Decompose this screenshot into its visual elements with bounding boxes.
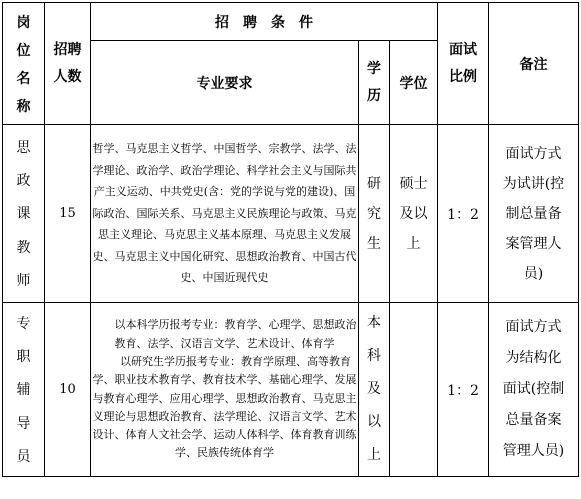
header-position — [3, 3, 45, 125]
header-degree: 学位 — [390, 41, 438, 125]
row1-education-char: 研 — [367, 175, 381, 192]
row2-position-char: 员 — [16, 448, 31, 465]
row2-position-char: 专 — [16, 316, 31, 333]
header-count — [45, 3, 91, 125]
row2-ratio: 1：2 — [438, 303, 489, 477]
row2-position-char: 导 — [16, 415, 31, 432]
row1-degree-line: 硕士 — [399, 175, 428, 192]
header-position-char: 岗 — [16, 15, 31, 31]
header-position-char: 称 — [16, 99, 31, 115]
row1-remark-line: 案管理人 — [505, 235, 562, 252]
table-row — [3, 303, 579, 477]
row1-remark-line: 制总量备 — [505, 205, 562, 222]
header-count-line: 人数 — [53, 68, 82, 85]
row1-degree-line: 及以 — [399, 205, 428, 222]
header-conditions-label: 招聘条件 — [215, 14, 327, 31]
row1-position-char: 思 — [16, 140, 31, 157]
header-position-char: 位 — [16, 43, 31, 59]
row1-education — [359, 125, 390, 303]
header-conditions — [91, 3, 438, 41]
row1-count: 15 — [45, 125, 91, 303]
row2-education-char: 以 — [367, 414, 381, 430]
header-position-char: 名 — [16, 71, 31, 87]
row1-position-char: 教 — [16, 239, 31, 256]
header-education-char: 学 — [367, 60, 381, 77]
row2-position-char: 辅 — [16, 382, 31, 399]
row2-degree — [390, 303, 438, 477]
header-count-line: 招聘 — [53, 41, 82, 58]
row2-remark-line: 面试方式 — [505, 319, 562, 335]
row1-position-char: 师 — [16, 272, 31, 289]
row2-education-char: 科 — [367, 348, 381, 364]
row1-remark-line: 为试讲(控 — [502, 175, 565, 192]
header-remark: 备注 — [489, 3, 579, 125]
row1-degree-line: 上 — [406, 235, 421, 252]
row1-position — [3, 125, 45, 303]
header-ratio-line: 面试 — [449, 41, 478, 58]
row1-major: 哲学、马克思主义哲学、中国哲学、宗教学、法学、法学理论、政治学、政治学理论、科学社会主义与国际共产主义运动、中共党史(含：党的学说与党的建设)、国际政治、国际关系、马克思主义民族理论与政策、马克思主义理论、马克思主义基本原理、马克思主义发展史、马克思主义中国化研究、思想政治教育、中国古代史、中国近现代史 — [91, 125, 359, 303]
row2-education-char: 上 — [367, 447, 381, 463]
row2-education — [359, 303, 390, 477]
row2-count: 10 — [45, 303, 91, 477]
recruitment-table — [2, 2, 579, 477]
row1-education-char: 生 — [367, 235, 381, 252]
row2-education-char: 本 — [367, 315, 381, 331]
header-major: 专业要求 — [91, 41, 359, 125]
row2-remark — [489, 303, 579, 477]
row2-major — [91, 303, 359, 477]
row2-major-bachelor: 以本科学历报考专业：教育学、心理学、思想政治教育、法学、汉语言文学、艺术设计、体育学 — [114, 318, 357, 350]
row1-position-char: 课 — [16, 206, 31, 223]
row2-major-graduate: 以研究生学历报考专业：教育学原理、高等教育学、职业技术教育学、教育技术学、基础心理学、发展与教育心理学、应用心理学、思想政治教育、马克思主义理论与思想政治教育、法学理论、汉语言文学、艺术设计、体育人文社会学、运动人体科学、体育教育训练学、民族传统体育学 — [92, 354, 357, 460]
table-row — [3, 125, 579, 303]
row1-remark — [489, 125, 579, 303]
header-ratio-line: 比例 — [449, 68, 478, 85]
row1-remark-line: 面试方式 — [505, 145, 562, 162]
row1-ratio: 1：2 — [438, 125, 489, 303]
row2-position-char: 职 — [16, 349, 31, 366]
row1-remark-line: 员) — [523, 265, 544, 282]
row1-education-char: 究 — [367, 205, 381, 222]
row1-degree — [390, 125, 438, 303]
row2-position — [3, 303, 45, 477]
row2-remark-line: 为结构化 — [505, 350, 562, 366]
row2-education-char: 及 — [367, 381, 381, 397]
row2-remark-line: 面试(控制 — [502, 381, 565, 397]
row2-remark-line: 总量备案 — [505, 412, 562, 428]
header-education — [359, 41, 390, 125]
header-education-char: 历 — [367, 87, 381, 104]
row2-remark-line: 管理人员) — [502, 443, 565, 459]
row1-position-char: 政 — [16, 173, 31, 190]
header-ratio — [438, 3, 489, 125]
